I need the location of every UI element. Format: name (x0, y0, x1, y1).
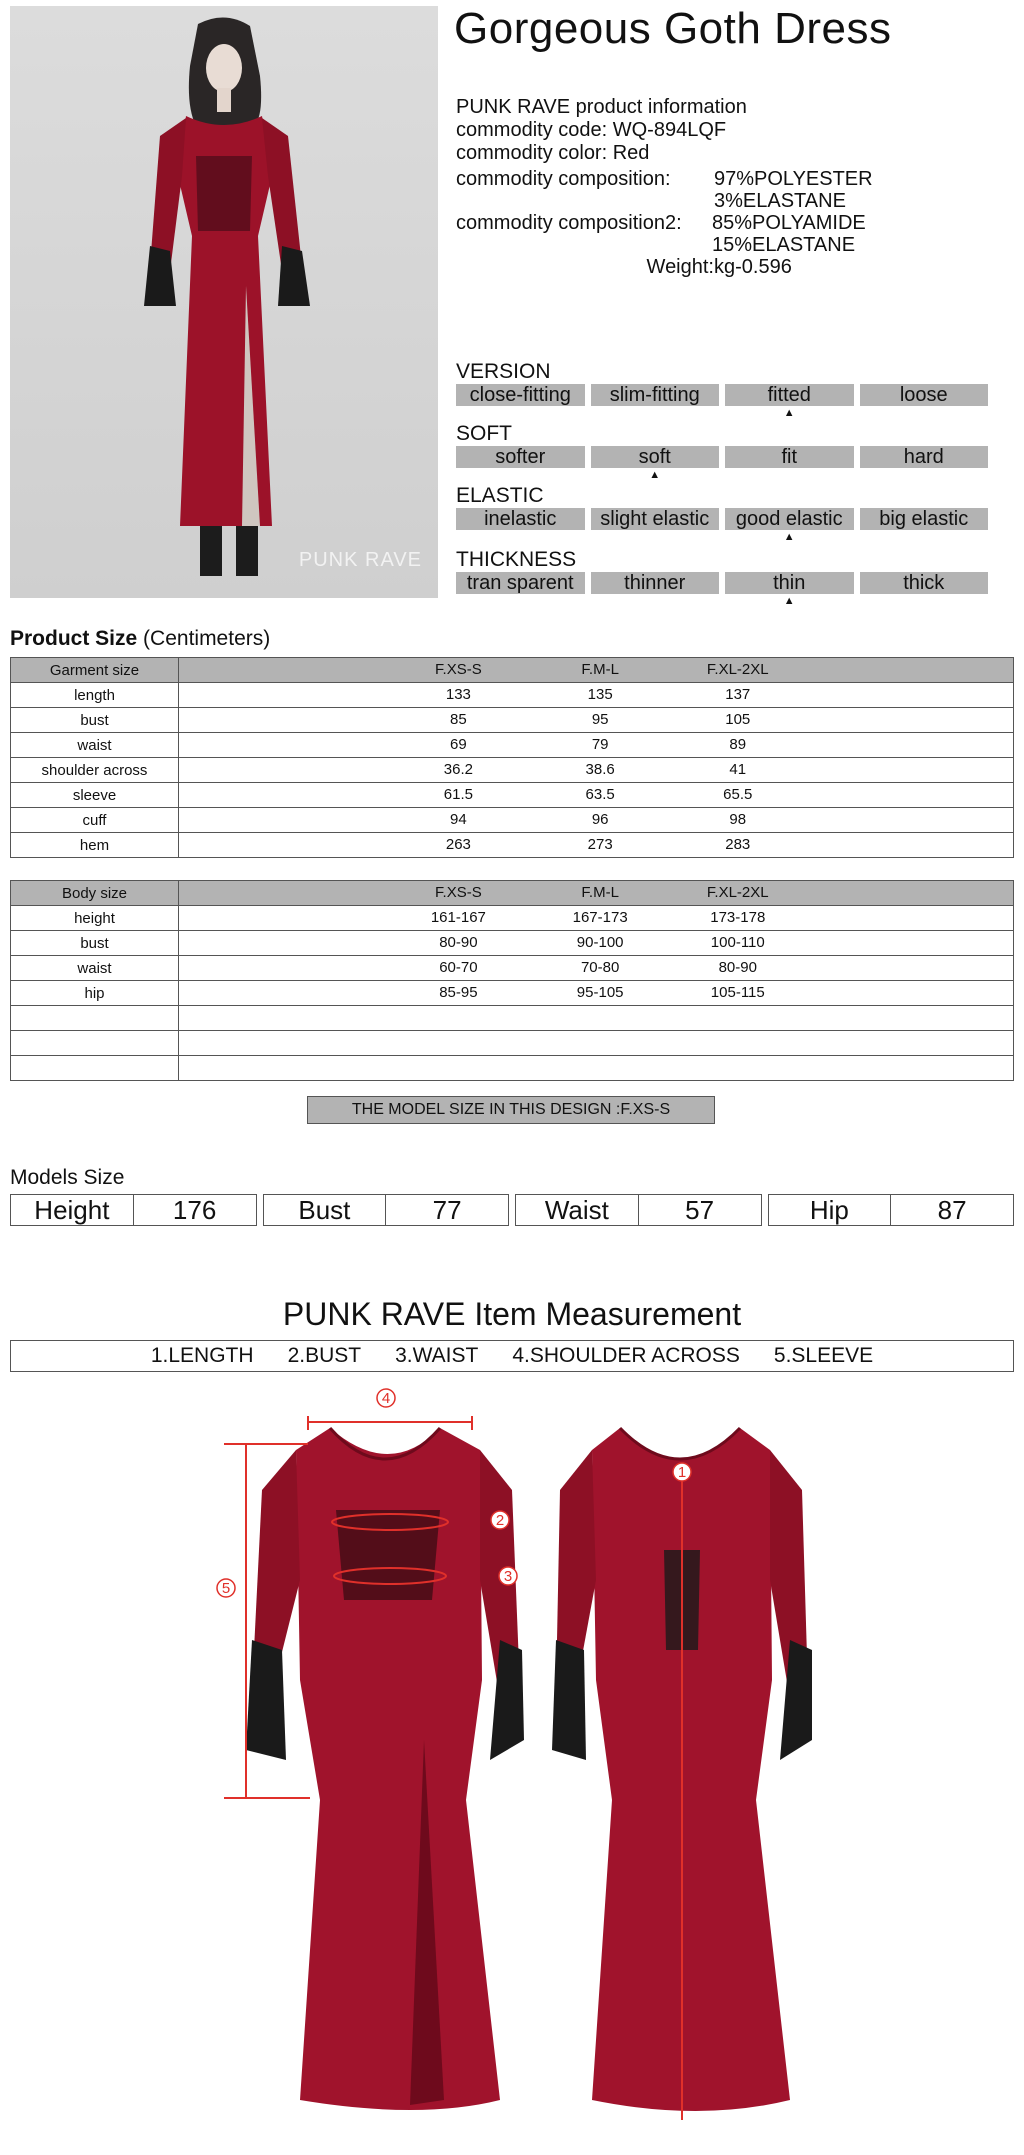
marker-slot (456, 468, 585, 482)
table-row-label: length (11, 683, 179, 708)
table-header-row (11, 881, 1014, 906)
product-title: Gorgeous Goth Dress (454, 4, 892, 53)
marker-slot (456, 406, 585, 420)
size-column-header: F.XS-S (435, 661, 482, 678)
scale-option: softer (456, 446, 585, 468)
info-composition2: commodity composition2: 85%POLYAMIDE 15%ELASTANE (456, 212, 866, 256)
table-row-label (11, 1056, 179, 1081)
size-cell: 94 (450, 811, 467, 828)
size-cell: 65.5 (723, 786, 753, 803)
scale-option: thin (725, 572, 854, 594)
marker-slot (860, 468, 989, 482)
selected-marker-icon: ▲ (783, 531, 795, 543)
marker-2: 2 (495, 1512, 505, 1529)
size-column-header: F.M-L (581, 661, 619, 678)
scale-version: VERSION close-fitting slim-fitting fitted loose ▲ (456, 360, 988, 420)
brand-watermark: PUNK RAVE (298, 549, 422, 571)
selected-marker-icon: ▲ (783, 595, 795, 607)
product-size-title: Product Size (Centimeters) (10, 627, 271, 650)
marker-slot (860, 530, 989, 544)
marker-slot (591, 530, 720, 544)
size-cell: 41 (729, 761, 747, 778)
size-cell: 38.6 (585, 761, 615, 778)
table-row-label: hem (11, 833, 179, 858)
scale-marks (456, 406, 988, 420)
models-size-hip: Hip 87 (768, 1194, 1015, 1226)
scale-option: close-fitting (456, 384, 585, 406)
body-size-table (10, 880, 1014, 1081)
size-cell: 70-80 (580, 959, 620, 976)
table-row-label (11, 1006, 179, 1031)
size-cell: 85-95 (439, 984, 478, 1001)
info-heading: PUNK RAVE product information (456, 96, 747, 118)
size-cell: 167-173 (572, 909, 628, 926)
table-row-label: bust (11, 708, 179, 733)
models-size-row (10, 1194, 1014, 1226)
table-row (11, 931, 1014, 956)
product-info (456, 96, 873, 279)
marker-5: 5 (221, 1580, 231, 1597)
table-row-label: hip (11, 981, 179, 1006)
marker-slot (591, 406, 720, 420)
table-header-row (11, 658, 1014, 683)
marker-3: 3 (503, 1568, 513, 1585)
table-row (11, 758, 1014, 783)
table-row-label: sleeve (11, 783, 179, 808)
dress-flat-illustration (0, 1380, 1024, 2150)
scale-thickness: THICKNESS tran sparent thinner thin thick ▲ (456, 548, 988, 608)
scale-option: inelastic (456, 508, 585, 530)
measurement-item: 2.BUST (287, 1344, 362, 1367)
marker-slot (860, 594, 989, 608)
scale-option: hard (860, 446, 989, 468)
table-row (11, 833, 1014, 858)
measurement-legend (10, 1340, 1014, 1372)
table-row-label: bust (11, 931, 179, 956)
marker-slot (456, 594, 585, 608)
scale-marks (456, 594, 988, 608)
size-cell: 80-90 (439, 934, 478, 951)
size-cell: 135 (587, 686, 613, 703)
models-size-title: Models Size (10, 1166, 125, 1189)
size-column-header: F.XL-2XL (706, 661, 769, 678)
marker-4: 4 (381, 1390, 391, 1407)
size-cell: 133 (445, 686, 471, 703)
table-row (11, 981, 1014, 1006)
size-cell: 69 (450, 736, 467, 753)
table-row (11, 808, 1014, 833)
size-cell: 137 (725, 686, 751, 703)
size-cell: 263 (445, 836, 471, 853)
marker-1: 1 (677, 1464, 687, 1481)
size-cell: 95 (591, 711, 609, 728)
selected-marker-icon: ▲ (783, 407, 795, 419)
size-column-header: F.XL-2XL (706, 884, 769, 901)
scale-option: good elastic (725, 508, 854, 530)
size-cell: 105-115 (710, 984, 765, 1001)
scale-option: slim-fitting (591, 384, 720, 406)
models-size-bust: Bust 77 (263, 1194, 510, 1226)
table-row-label: shoulder across (11, 758, 179, 783)
table-row (11, 906, 1014, 931)
scale-marks (456, 530, 988, 544)
scale-option: fitted (725, 384, 854, 406)
table-row-label (11, 1031, 179, 1056)
scale-option: big elastic (860, 508, 989, 530)
size-column-header: F.M-L (581, 884, 619, 901)
info-weight: Weight: kg-0.596 (646, 256, 792, 278)
size-cell: 105 (725, 711, 751, 728)
table-row-label: waist (11, 733, 179, 758)
table-row (11, 708, 1014, 733)
table-row-label: cuff (11, 808, 179, 833)
size-cell: 79 (591, 736, 609, 753)
measurement-item: 4.SHOULDER ACROSS (512, 1344, 740, 1367)
scale-option: slight elastic (591, 508, 720, 530)
scale-marks (456, 468, 988, 482)
table-row (11, 1056, 1014, 1081)
size-cell: 63.5 (585, 786, 615, 803)
table-header-label: Body size (11, 881, 179, 906)
garment-size-table (10, 657, 1014, 858)
info-code: commodity code: WQ-894LQF (456, 119, 727, 141)
size-cell: 173-178 (710, 909, 766, 926)
scale-elastic: ELASTIC inelastic slight elastic good elastic big elastic ▲ (456, 484, 988, 544)
size-cell: 61.5 (443, 786, 473, 803)
size-cell: 36.2 (443, 761, 473, 778)
size-cell: 96 (591, 811, 609, 828)
table-row (11, 1031, 1014, 1056)
table-row (11, 783, 1014, 808)
product-photo (10, 6, 438, 598)
models-size-height: Height 176 (10, 1194, 257, 1226)
marker-slot (456, 530, 585, 544)
measurement-diagram (0, 1380, 1024, 2150)
size-cell: 283 (725, 836, 751, 853)
measurement-item: 1.LENGTH (150, 1344, 254, 1367)
table-row (11, 733, 1014, 758)
measurement-title: PUNK RAVE Item Measurement (282, 1296, 742, 1332)
size-column-header: F.XS-S (435, 884, 482, 901)
scale-option: fit (725, 446, 854, 468)
size-cell: 98 (729, 811, 747, 828)
table-row-label: waist (11, 956, 179, 981)
table-row-label: height (11, 906, 179, 931)
table-row (11, 956, 1014, 981)
table-row (11, 683, 1014, 708)
selected-marker-icon: ▲ (649, 469, 661, 481)
size-cell: 90-100 (576, 934, 624, 951)
scale-option: thinner (591, 572, 720, 594)
size-cell: 161-167 (430, 909, 486, 926)
model-illustration (10, 6, 438, 598)
scale-soft: SOFT softer soft fit hard ▲ (456, 422, 988, 482)
scale-option: thick (860, 572, 989, 594)
size-cell: 100-110 (710, 934, 765, 951)
table-header-label: Garment size (11, 658, 179, 683)
marker-slot (725, 468, 854, 482)
scale-option: soft (591, 446, 720, 468)
size-cell: 95-105 (576, 984, 624, 1001)
marker-slot (591, 594, 720, 608)
models-size-waist: Waist 57 (515, 1194, 762, 1226)
scale-option: loose (860, 384, 989, 406)
size-cell: 89 (729, 736, 747, 753)
size-cell: 60-70 (439, 959, 478, 976)
measurement-item: 3.WAIST (395, 1344, 479, 1367)
table-row (11, 1006, 1014, 1031)
scale-option: tran sparent (456, 572, 585, 594)
size-cell: 80-90 (718, 959, 757, 976)
size-cell: 273 (587, 836, 613, 853)
info-composition: commodity composition: 97%POLYESTER 3%ELASTANE (456, 168, 873, 212)
info-color: commodity color: Red (456, 142, 650, 164)
measurement-item: 5.SLEEVE (773, 1344, 874, 1367)
size-cell: 85 (450, 711, 467, 728)
marker-slot (860, 406, 989, 420)
model-size-note: THE MODEL SIZE IN THIS DESIGN :F.XS-S (307, 1096, 715, 1124)
